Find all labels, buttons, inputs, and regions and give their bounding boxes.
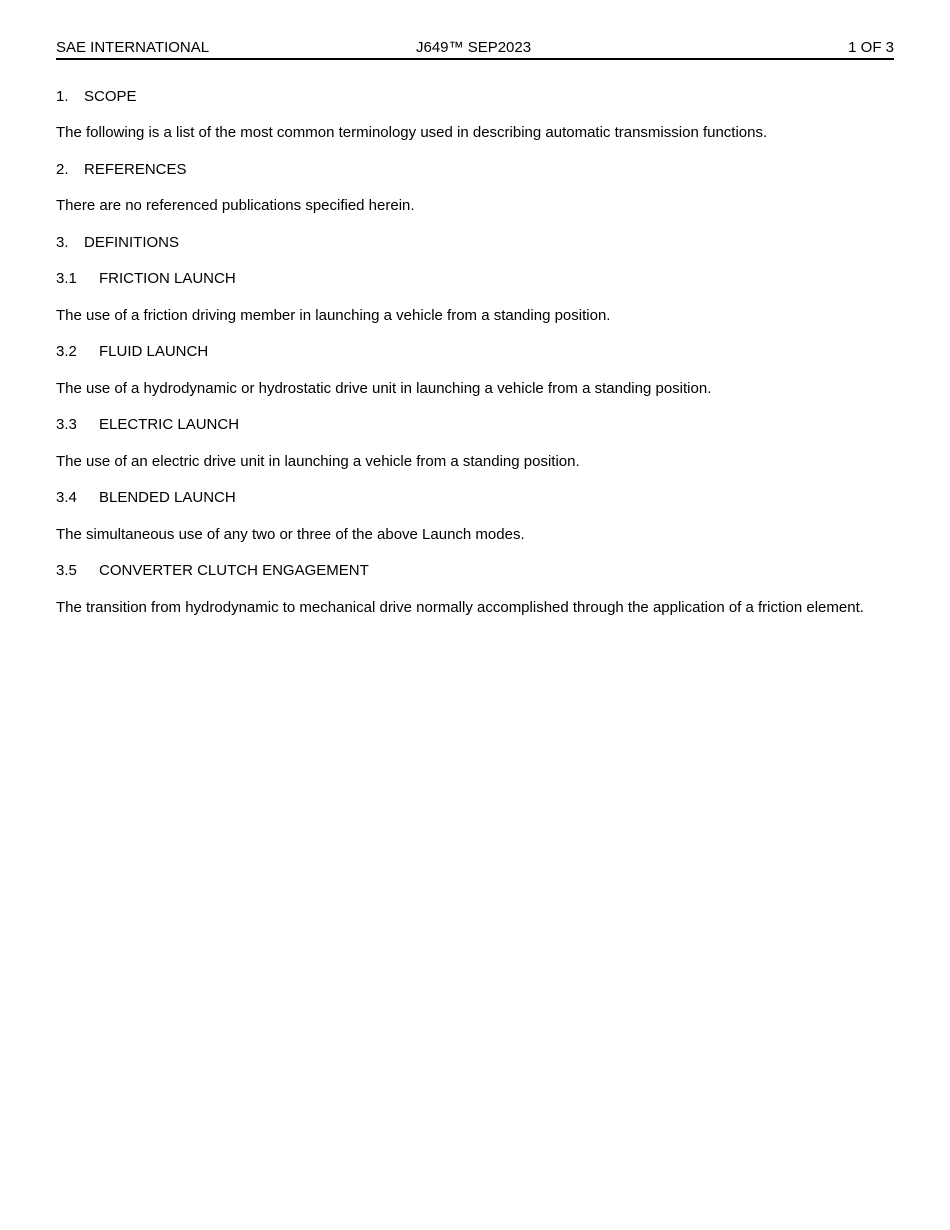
subsection-title: ELECTRIC LAUNCH bbox=[99, 416, 240, 433]
subsection-number: 3.3 bbox=[56, 416, 77, 433]
subsection-number: 3.2 bbox=[56, 343, 77, 360]
section-heading-definitions bbox=[56, 235, 179, 250]
section-text-scope: The following is a list of the most common terminology used in describing automatic transmission functions. bbox=[56, 124, 768, 141]
section-number: 3. bbox=[56, 234, 69, 251]
subsection-title: CONVERTER CLUTCH ENGAGEMENT bbox=[99, 562, 369, 579]
subsection-heading-electric-launch bbox=[56, 417, 239, 432]
subsection-text-fluid-launch: The use of a hydrodynamic or hydrostatic drive unit in launching a vehicle from a standing position. bbox=[56, 380, 712, 397]
document-page bbox=[56, 38, 894, 616]
subsection-title: BLENDED LAUNCH bbox=[99, 489, 236, 506]
subsection-title: FRICTION LAUNCH bbox=[99, 270, 236, 287]
header-doc-id: J649™ SEP2023 bbox=[416, 39, 532, 56]
header-page-number: 1 OF 3 bbox=[848, 39, 894, 56]
subsection-text-friction-launch: The use of a friction driving member in launching a vehicle from a standing position. bbox=[56, 307, 611, 324]
subsection-text-converter-clutch-engagement: The transition from hydrodynamic to mechanical drive normally accomplished through the application of a friction element. bbox=[56, 599, 864, 616]
section-title: SCOPE bbox=[84, 88, 137, 105]
section-heading-scope bbox=[56, 89, 137, 104]
subsection-heading-converter-clutch-engagement bbox=[56, 563, 369, 578]
section-number: 2. bbox=[56, 161, 69, 178]
section-title: DEFINITIONS bbox=[84, 234, 180, 251]
subsection-number: 3.4 bbox=[56, 489, 77, 506]
subsection-text-electric-launch: The use of an electric drive unit in launching a vehicle from a standing position. bbox=[56, 453, 580, 470]
subsection-number: 3.5 bbox=[56, 562, 77, 579]
page-header bbox=[56, 38, 894, 60]
section-text-references: There are no referenced publications specified herein. bbox=[56, 197, 415, 214]
header-org: SAE INTERNATIONAL bbox=[56, 39, 210, 56]
section-title: REFERENCES bbox=[84, 161, 187, 178]
subsection-number: 3.1 bbox=[56, 270, 77, 287]
subsection-title: FLUID LAUNCH bbox=[99, 343, 209, 360]
subsection-heading-fluid-launch bbox=[56, 344, 208, 359]
subsection-heading-friction-launch bbox=[56, 271, 236, 286]
section-heading-references bbox=[56, 162, 187, 177]
section-number: 1. bbox=[56, 88, 69, 105]
subsection-heading-blended-launch bbox=[56, 490, 236, 505]
subsection-text-blended-launch: The simultaneous use of any two or three of the above Launch modes. bbox=[56, 526, 525, 543]
